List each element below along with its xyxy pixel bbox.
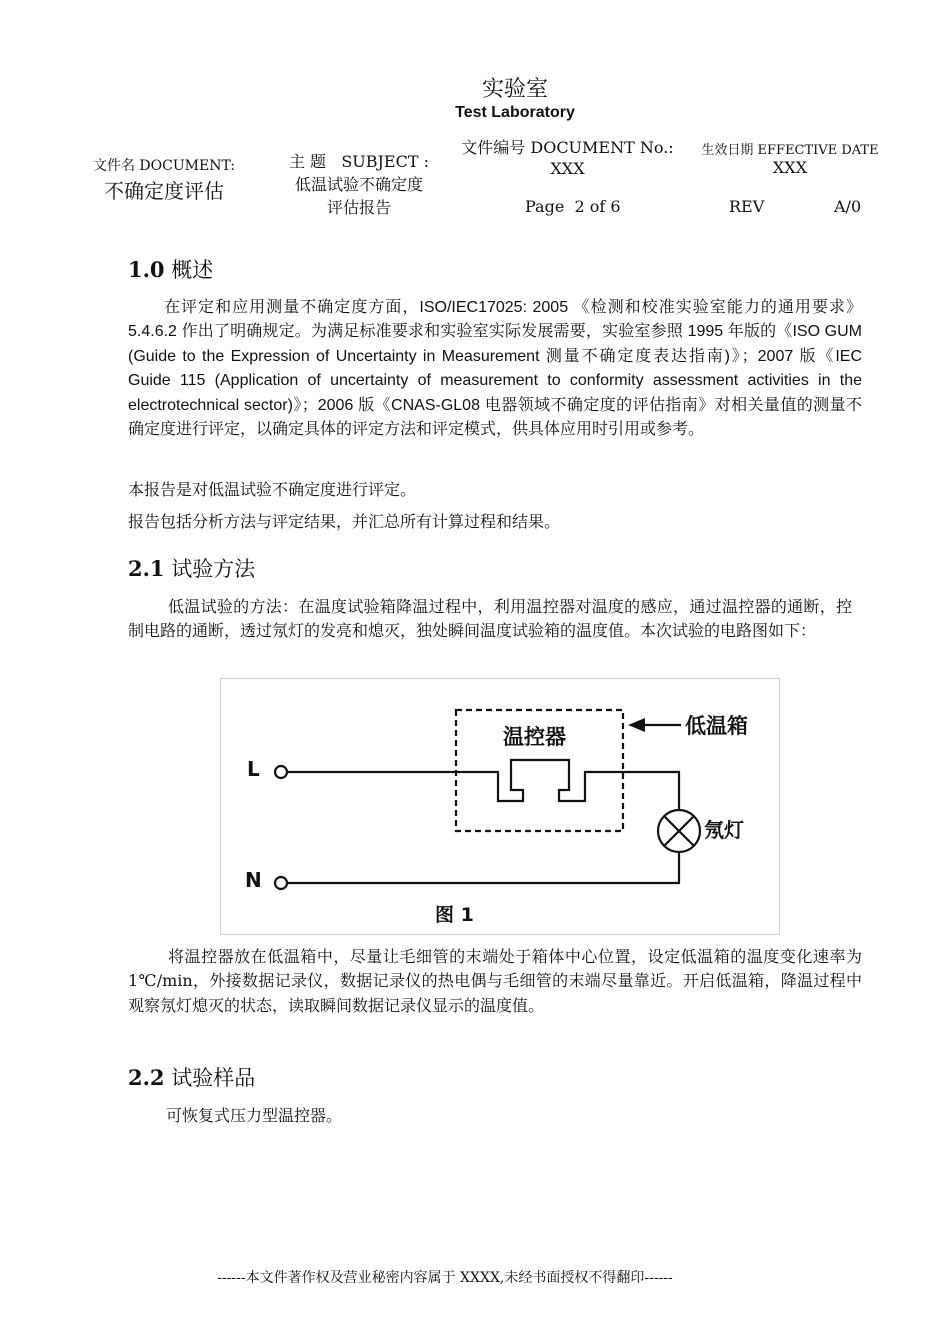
circuit-diagram [221, 679, 779, 934]
doc-name-value: 不确定度评估 [104, 179, 224, 203]
section-2-1-paragraph-2: 将温控器放在低温箱中，尽量让毛细管的末端处于箱体中心位置，设定低温箱的温度变化速率为1℃/min，外接数据记录仪，数据记录仪的热电偶与毛细管的末端尽量靠近。开启低温箱，降温过程中观察氖灯熄灭的状态，读取瞬间数据记录仪显示的温度值。 [128, 947, 862, 1015]
figure-caption: 图 1 [435, 904, 474, 926]
lab-title-cn: 实验室 [481, 77, 548, 102]
footer-notice: ------本文件著作权及营业秘密内容属于 XXXX,未经书面授权不得翻印------ [217, 1270, 673, 1286]
terminal-L [275, 766, 287, 778]
label-N: N [245, 868, 262, 892]
rev-label: REV [729, 197, 765, 216]
section-1-paragraph-1: 在评定和应用测量不确定度方面，ISO/IEC17025: 2005 《检测和校准实验室能力的通用要求》5.4.6.2 作出了明确规定。为满足标准要求和实验室实际发展需要，实验室参照 1995 年版的《ISO GUM (Guide to the Expression of Uncertainty in Measurement 测量不确定度表达指南)》；2007 版《IEC Guide 115 (Application of uncertainty of measurement to conformity assessment activities in the electrotechnical sector)》；2006 版《CNAS-GL08 电器领域不确定度的评估指南》对相关量值的测量不确定度进行评定，以确定具体的评定方法和评定模式，供具体应用时引用或参考。 [128, 299, 862, 439]
section-1-number: 1.0 [128, 257, 165, 282]
lab-title-en: Test Laboratory [455, 104, 575, 121]
circuit-figure [220, 678, 780, 935]
doc-no-label: 文件编号 DOCUMENT No.: [461, 138, 674, 157]
chamber-arrow-head [628, 718, 645, 732]
doc-no-value: XXX [550, 159, 585, 178]
doc-name-block [75, 155, 253, 204]
eff-date-label: 生效日期 EFFECTIVE DATE [701, 143, 879, 158]
doc-name-label: 文件名 DOCUMENT: [92, 158, 236, 174]
section-2-2-title: 试验样品 [171, 1066, 256, 1090]
section-2-2-paragraph-1: 可恢复式压力型温控器。 [166, 1106, 343, 1125]
section-1-paragraph-2: 本报告是对低温试验不确定度进行评定。 [128, 480, 417, 499]
section-2-2-number: 2.2 [128, 1065, 165, 1090]
lamp-cross [664, 816, 694, 846]
section-2-1-title: 试验方法 [171, 557, 256, 581]
subject-label: 主 题 SUBJECT : [288, 152, 430, 171]
section-2-1-heading [128, 553, 255, 583]
subject-block [270, 150, 448, 219]
rev-value: A/0 [834, 197, 862, 216]
eff-date-block [695, 142, 885, 176]
label-thermostat: 温控器 [503, 725, 566, 749]
section-1-paragraph-3: 报告包括分析方法与评定结果，并汇总所有计算过程和结果。 [128, 512, 561, 531]
section-2-1-paragraph-1: 低温试验的方法：在温度试验箱降温过程中，利用温控器对温度的感应，通过温控器的通断，控制电路的通断，透过氖灯的发亮和熄灭，独处瞬间温度试验箱的温度值。本次试验的电路图如下： [128, 597, 852, 641]
section-1-heading [128, 254, 213, 284]
subject-value-2: 评估报告 [326, 198, 391, 217]
section-2-1-number: 2.1 [128, 556, 165, 581]
terminal-N [275, 877, 287, 889]
neutral-wire [287, 852, 679, 883]
section-1-title: 概述 [171, 258, 214, 282]
page-number: Page 2 of 6 [525, 197, 621, 216]
doc-no-block [455, 137, 680, 179]
live-wire [287, 760, 679, 810]
subject-value-1: 低温试验不确定度 [294, 175, 423, 194]
label-chamber: 低温箱 [685, 714, 748, 738]
eff-date-value: XXX [772, 158, 808, 177]
section-2-2-heading [128, 1062, 255, 1092]
label-L: L [247, 757, 260, 781]
label-lamp: 氖灯 [704, 818, 744, 842]
